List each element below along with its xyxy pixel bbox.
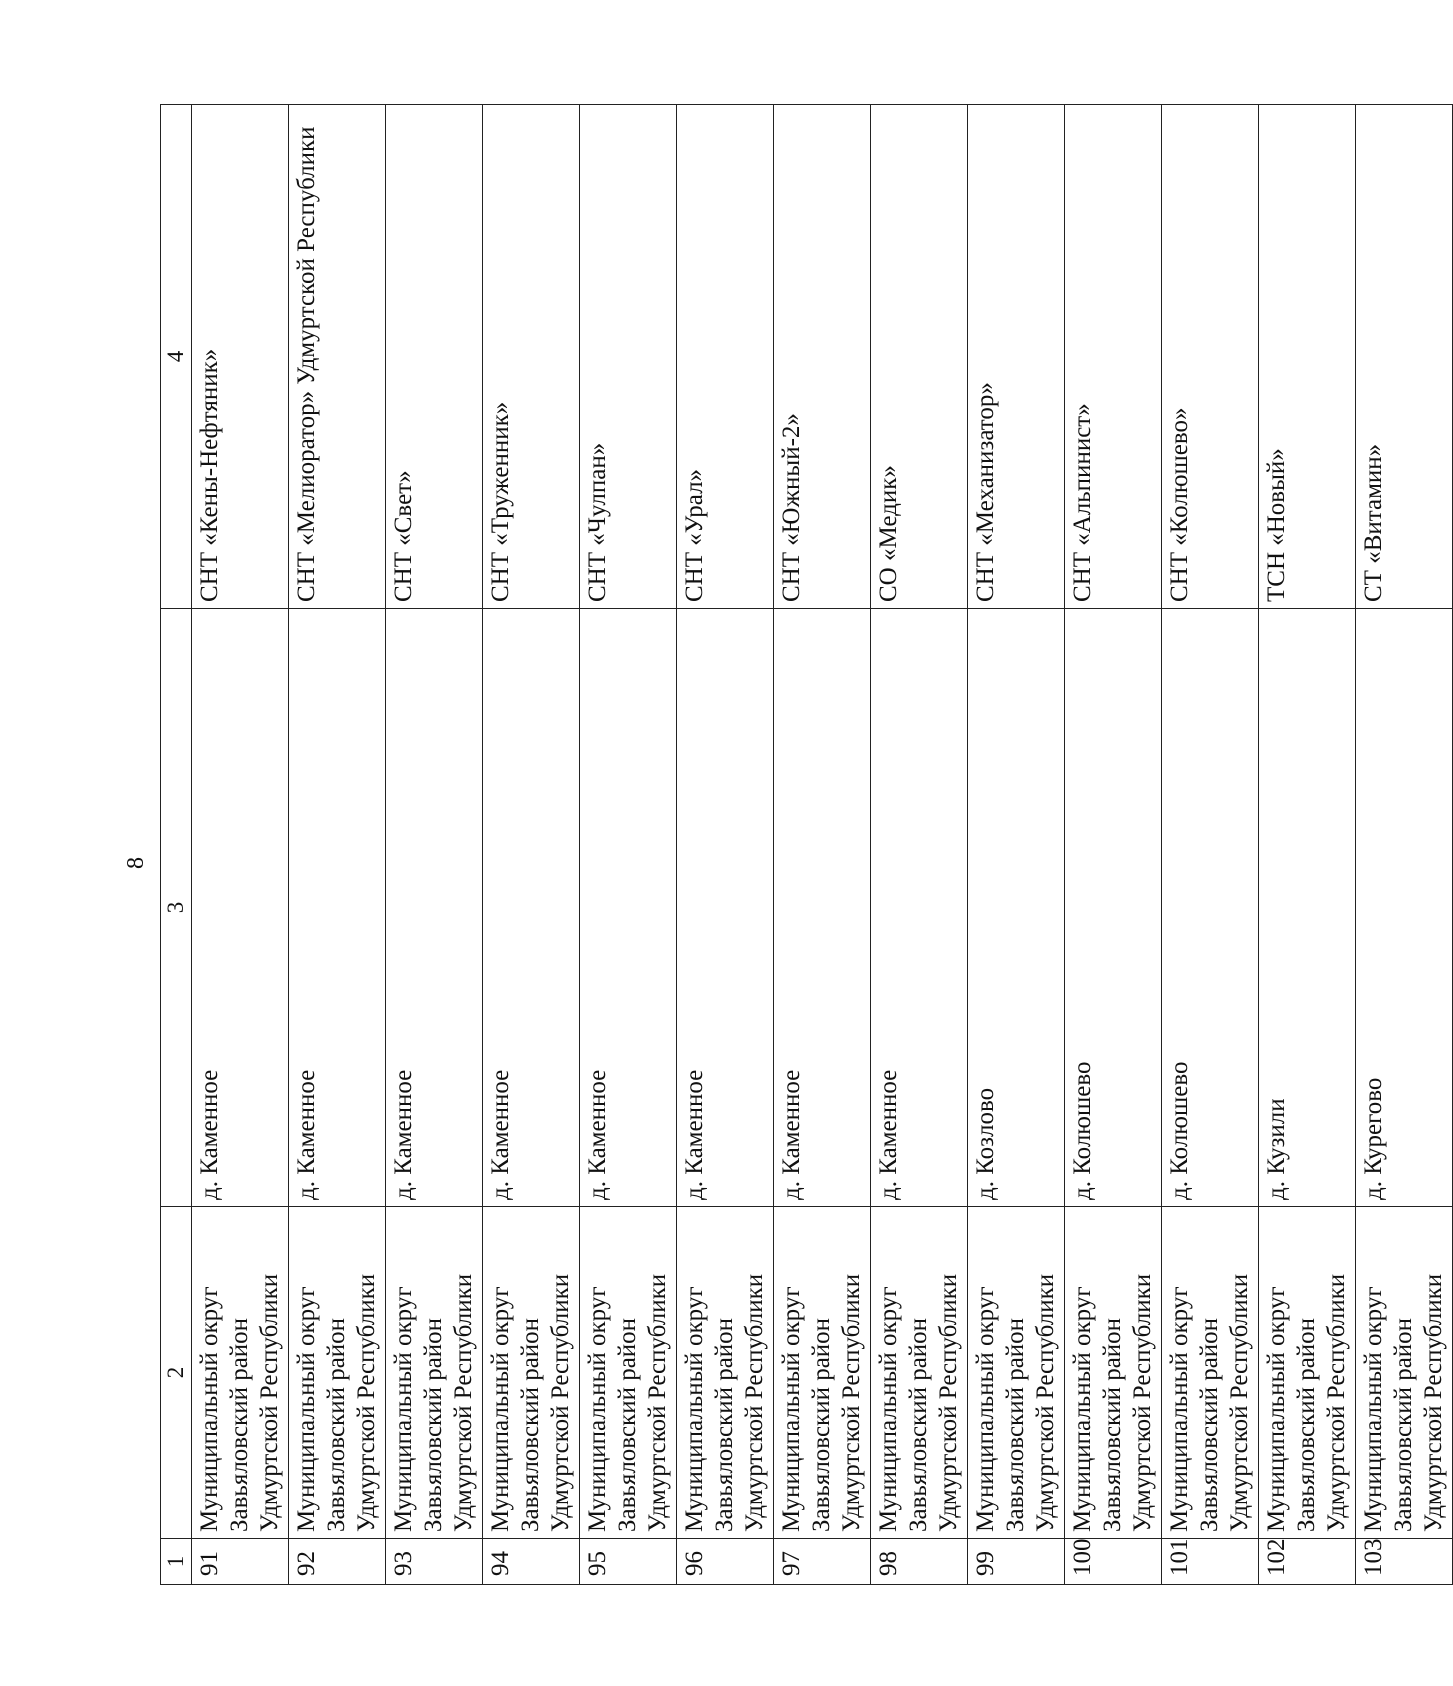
district-cell: Муниципальный округ Завьяловский район Удмуртской Республики (1162, 1207, 1259, 1539)
table-row (968, 105, 1065, 1585)
organization-cell: СНТ «Урал» (677, 105, 774, 609)
settlement-cell: д. Курегово (1356, 609, 1453, 1207)
table-header-row (161, 105, 192, 1585)
row-number-cell: 103 (1356, 1539, 1453, 1585)
settlement-cell: д. Козлово (968, 609, 1065, 1207)
table-row (774, 105, 871, 1585)
table-row (192, 105, 289, 1585)
organization-cell: СНТ «Труженник» (483, 105, 580, 609)
table-row (386, 105, 483, 1585)
organization-cell: СНТ «Механизатор» (968, 105, 1065, 609)
settlement-cell: д. Каменное (289, 609, 386, 1207)
row-number-cell: 97 (774, 1539, 871, 1585)
settlement-cell: д. Кузили (1259, 609, 1356, 1207)
row-number-cell: 92 (289, 1539, 386, 1585)
district-cell: Муниципальный округ Завьяловский район Удмуртской Республики (1356, 1207, 1453, 1539)
table-row (871, 105, 968, 1585)
row-number-cell: 94 (483, 1539, 580, 1585)
district-cell: Муниципальный округ Завьяловский район Удмуртской Республики (386, 1207, 483, 1539)
header-cell-2: 2 (161, 1207, 192, 1539)
table-row (1356, 105, 1453, 1585)
row-number-cell: 98 (871, 1539, 968, 1585)
settlements-table (160, 104, 1453, 1585)
table-row (289, 105, 386, 1585)
district-cell: Муниципальный округ Завьяловский район Удмуртской Республики (774, 1207, 871, 1539)
settlement-cell: д. Каменное (871, 609, 968, 1207)
organization-cell: СНТ «Свет» (386, 105, 483, 609)
row-number-cell: 99 (968, 1539, 1065, 1585)
organization-cell: СО «Медик» (871, 105, 968, 609)
settlement-cell: д. Каменное (677, 609, 774, 1207)
table-row (483, 105, 580, 1585)
row-number-cell: 95 (580, 1539, 677, 1585)
organization-cell: СТ «Витамин» (1356, 105, 1453, 609)
organization-cell: СНТ «Мелиоратор» Удмуртской Республики (289, 105, 386, 609)
district-cell: Муниципальный округ Завьяловский район Удмуртской Республики (677, 1207, 774, 1539)
district-cell: Муниципальный округ Завьяловский район Удмуртской Республики (289, 1207, 386, 1539)
table-row (1065, 105, 1162, 1585)
table-row (677, 105, 774, 1585)
row-number-cell: 91 (192, 1539, 289, 1585)
table-row (580, 105, 677, 1585)
settlement-cell: д. Колюшево (1162, 609, 1259, 1207)
settlement-cell: д. Каменное (580, 609, 677, 1207)
header-cell-1: 1 (161, 1539, 192, 1585)
district-cell: Муниципальный округ Завьяловский район Удмуртской Республики (483, 1207, 580, 1539)
district-cell: Муниципальный округ Завьяловский район Удмуртской Республики (192, 1207, 289, 1539)
settlement-cell: д. Каменное (386, 609, 483, 1207)
header-cell-3: 3 (161, 609, 192, 1207)
settlement-cell: д. Каменное (483, 609, 580, 1207)
row-number-cell: 100 (1065, 1539, 1162, 1585)
row-number-cell: 101 (1162, 1539, 1259, 1585)
organization-cell: СНТ «Альпинист» (1065, 105, 1162, 609)
row-number-cell: 96 (677, 1539, 774, 1585)
organization-cell: СНТ «Колюшево» (1162, 105, 1259, 609)
settlement-cell: д. Каменное (774, 609, 871, 1207)
settlement-cell: д. Колюшево (1065, 609, 1162, 1207)
organization-cell: СНТ «Чулпан» (580, 105, 677, 609)
settlement-cell: д. Каменное (192, 609, 289, 1207)
district-cell: Муниципальный округ Завьяловский район Удмуртской Республики (1065, 1207, 1162, 1539)
table-row (1259, 105, 1356, 1585)
district-cell: Муниципальный округ Завьяловский район Удмуртской Республики (968, 1207, 1065, 1539)
table-row (1162, 105, 1259, 1585)
document-table-container (160, 105, 1447, 1585)
page-number: 8 (123, 857, 149, 869)
row-number-cell: 93 (386, 1539, 483, 1585)
district-cell: Муниципальный округ Завьяловский район Удмуртской Республики (1259, 1207, 1356, 1539)
district-cell: Муниципальный округ Завьяловский район Удмуртской Республики (871, 1207, 968, 1539)
organization-cell: ТСН «Новый» (1259, 105, 1356, 609)
organization-cell: СНТ «Южный-2» (774, 105, 871, 609)
header-cell-4: 4 (161, 105, 192, 609)
row-number-cell: 102 (1259, 1539, 1356, 1585)
organization-cell: СНТ «Кены-Нефтяник» (192, 105, 289, 609)
district-cell: Муниципальный округ Завьяловский район Удмуртской Республики (580, 1207, 677, 1539)
